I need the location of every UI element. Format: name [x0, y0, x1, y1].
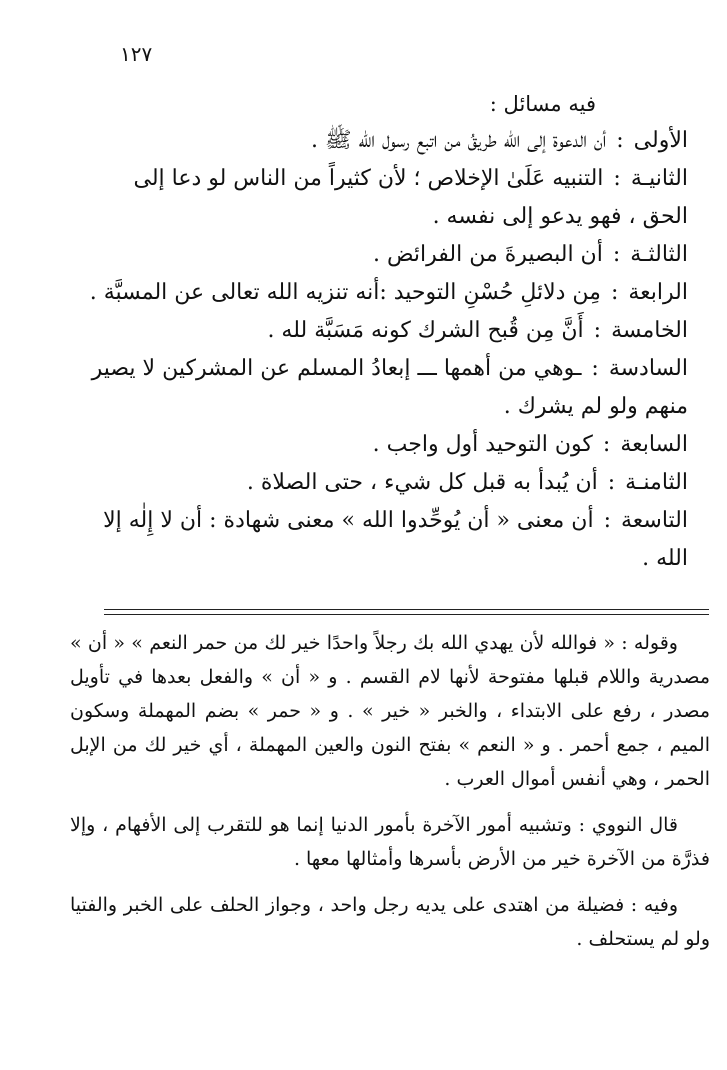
issue-label: الأولى: [633, 128, 688, 153]
issues-intro: فيه مسائل :: [489, 92, 596, 116]
issue-text: أن الدعوة إلى الله طريقُ من اتبع رسول الله ﷺ .: [310, 128, 607, 153]
issue-label: الثانيـة: [630, 166, 688, 191]
issue-continuation: منهم ولو لم يشرك .: [503, 394, 688, 419]
issue-text: أَنَّ مِن قُبح الشرك كونه مَسَبَّة لله .: [267, 318, 584, 343]
issue-text: مِن دلائلِ حُسْنِ التوحيد :أنه تنزيه الله تعالى عن المسبَّة .: [89, 280, 601, 305]
issue-text: أن البصيرةَ من الفرائض .: [372, 242, 603, 267]
issues-list: [88, 122, 688, 578]
commentary-section: [70, 626, 710, 956]
issue-text: التنبيه عَلَىٰ الإخلاص ؛ لأن كثيراً من الناس لو دعا إلى: [133, 166, 604, 191]
issue-item: [88, 426, 688, 464]
issue-label: الخامسة: [611, 318, 688, 343]
issue-label: الرابعة: [628, 280, 688, 305]
page-number: ١٢٧: [120, 42, 153, 66]
commentary-paragraph: وفيه : فضيلة من اهتدى على يديه رجل واحد ، وجواز الحلف على الخبر والفتيا ولو لم يستحلف .: [70, 894, 710, 950]
issue-continuation: الله .: [642, 546, 688, 571]
issue-label: التاسعة: [621, 508, 688, 533]
issue-text: أن يُبدأ به قبل كل شيء ، حتى الصلاة .: [246, 470, 598, 495]
issue-text: ـوهي من أهمها ـــ إبعادُ المسلم عن المشركين لا يصير: [91, 356, 582, 381]
issue-item: [88, 464, 688, 502]
issue-separator: :: [602, 432, 611, 457]
section-divider-bottom: [104, 614, 709, 615]
issue-item: [88, 502, 688, 578]
issue-separator: :: [607, 470, 616, 495]
issue-separator: :: [591, 356, 599, 381]
issue-continuation: الحق ، فهو يدعو إلى نفسه .: [432, 204, 688, 229]
issue-separator: :: [610, 280, 619, 305]
issue-separator: :: [603, 508, 611, 533]
issue-separator: :: [612, 242, 621, 267]
issue-label: الثامنـة: [625, 470, 688, 495]
issue-separator: :: [613, 166, 621, 191]
issue-separator: :: [616, 128, 624, 153]
issue-item: [88, 350, 688, 426]
issue-item: [88, 236, 688, 274]
issue-text: أن معنى « أن يُوحِّدوا الله » معنى شهادة : أن لا إِلٰه إلا: [103, 508, 594, 533]
issues-section: [88, 86, 688, 578]
issue-label: الثالثـة: [630, 242, 688, 267]
issue-item: [88, 274, 688, 312]
issue-item: [88, 160, 688, 236]
issue-text: كون التوحيد أول واجب .: [372, 432, 593, 457]
section-divider-top: [104, 609, 709, 610]
issue-separator: :: [593, 318, 602, 343]
issue-label: السابعة: [620, 432, 688, 457]
commentary-paragraph: قال النووي : وتشبيه أمور الآخرة بأمور الدنيا إنما هو للتقرب إلى الأفهام ، وإلا فذرَّة من الآخرة خير من الأرض بأسرها وأمثالها معها .: [70, 814, 710, 870]
issue-label: السادسة: [608, 356, 688, 381]
commentary-paragraph: وقوله : « فوالله لأن يهدي الله بك رجلاً واحدًا خير لك من حمر النعم » « أن » مصدرية واللام قبلها مفتوحة لأنها لام القسم . و « أن » والفعل بعدها في تأويل مصدر ، رفع على الابتداء ، والخبر « خير » . و « حمر » بضم المهملة وسكون الميم ، جمع أحمر . و « النعم » بفتح النون والعين المهملة ، أي خير لك من الإبل الحمر ، وهي أنفس أموال العرب .: [70, 632, 710, 790]
issue-item: [88, 122, 688, 160]
issue-item: [88, 312, 688, 350]
